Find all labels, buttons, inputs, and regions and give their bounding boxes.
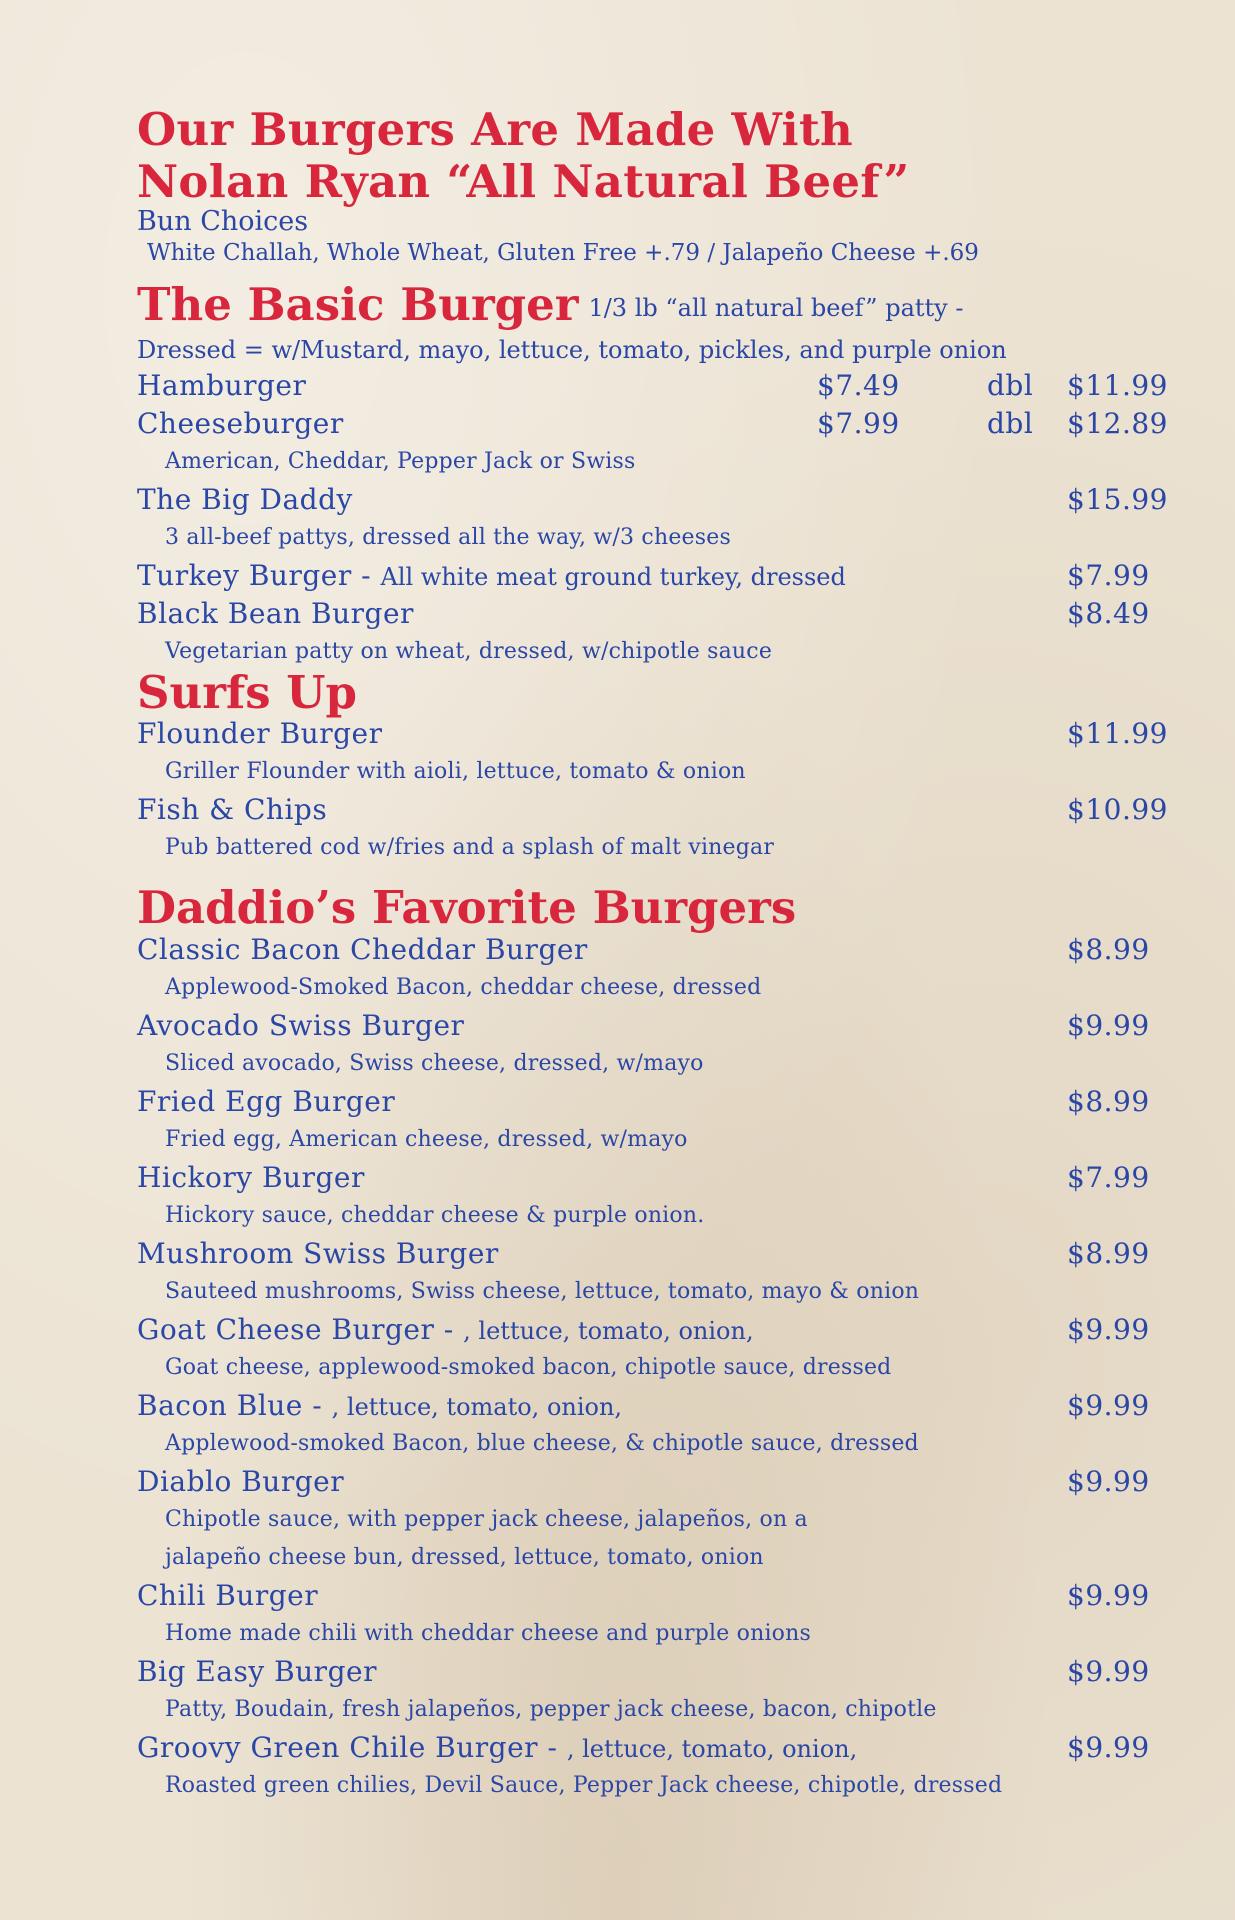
menu-item bbox=[137, 1387, 1177, 1425]
item-price: $9.99 bbox=[1067, 1389, 1150, 1422]
item-price: $7.99 bbox=[1067, 1161, 1150, 1194]
item-name: Avocado Swiss Burger bbox=[137, 1009, 465, 1042]
item-name: Big Easy Burger bbox=[137, 1655, 377, 1688]
item-description: Sliced avocado, Swiss cheese, dressed, w/mayo bbox=[165, 1051, 704, 1076]
item-description: Roasted green chilies, Devil Sauce, Pepper Jack cheese, chipotle, dressed bbox=[165, 1773, 1003, 1798]
item-name: Flounder Burger bbox=[137, 717, 383, 750]
dbl-label: dbl bbox=[987, 369, 1034, 402]
item-name-group bbox=[137, 1387, 1067, 1426]
item-description: Fried egg, American cheese, dressed, w/mayo bbox=[165, 1127, 688, 1152]
menu-item bbox=[137, 931, 1177, 969]
item-name: Fried Egg Burger bbox=[137, 1085, 396, 1118]
item-name-group bbox=[137, 557, 1067, 596]
item-name-group bbox=[137, 1311, 1067, 1350]
item-name: Mushroom Swiss Burger bbox=[137, 1237, 499, 1270]
menu-item bbox=[137, 367, 1177, 405]
item-inline-description: All white meat ground turkey, dressed bbox=[380, 563, 846, 591]
bun-choices-options: White Challah, Whole Wheat, Gluten Free +.79 / Jalapeño Cheese +.69 bbox=[147, 240, 979, 266]
item-price: $8.49 bbox=[1067, 597, 1150, 630]
item-price: $8.99 bbox=[1067, 1085, 1150, 1118]
menu-item bbox=[137, 1653, 1177, 1691]
section-basic-burger bbox=[137, 280, 1177, 671]
item-description: Applewood-Smoked Bacon, cheddar cheese, dressed bbox=[165, 975, 762, 1000]
item-description: Home made chili with cheddar cheese and purple onions bbox=[165, 1621, 811, 1646]
menu-item bbox=[137, 481, 1177, 519]
item-description: Goat cheese, applewood-smoked bacon, chipotle sauce, dressed bbox=[165, 1355, 892, 1380]
menu-item bbox=[137, 1159, 1177, 1197]
patty-note: 1/3 lb “all natural beef” patty - bbox=[588, 294, 964, 322]
item-name: Fish & Chips bbox=[137, 793, 328, 826]
dbl-price: $11.99 bbox=[1067, 369, 1168, 402]
section-surfs-up bbox=[137, 666, 1177, 867]
item-name: Turkey Burger - bbox=[137, 559, 381, 592]
headline-line-2: Nolan Ryan “All Natural Beef” bbox=[137, 155, 910, 208]
menu-header bbox=[137, 104, 1177, 270]
section-title bbox=[137, 280, 1177, 333]
item-name: Bacon Blue - bbox=[137, 1389, 332, 1422]
item-price: $9.99 bbox=[1067, 1465, 1150, 1498]
item-name: Goat Cheese Burger - bbox=[137, 1313, 464, 1346]
item-name-group bbox=[137, 1729, 1067, 1768]
menu-item bbox=[137, 405, 1177, 443]
item-inline-description: , lettuce, tomato, onion, bbox=[463, 1317, 754, 1345]
item-name: Cheeseburger bbox=[137, 407, 344, 440]
section-title: Daddio’s Favorite Burgers bbox=[137, 881, 797, 934]
item-description: Hickory sauce, cheddar cheese & purple onion. bbox=[165, 1203, 705, 1228]
menu-item bbox=[137, 557, 1177, 595]
menu-item bbox=[137, 791, 1177, 829]
item-description: Applewood-smoked Bacon, blue cheese, & chipotle sauce, dressed bbox=[165, 1431, 919, 1456]
item-price: $9.99 bbox=[1067, 1313, 1150, 1346]
menu-item bbox=[137, 595, 1177, 633]
item-description: 3 all-beef pattys, dressed all the way, w/3 cheeses bbox=[165, 525, 731, 550]
menu-page bbox=[137, 104, 1177, 1805]
item-name: Hickory Burger bbox=[137, 1161, 365, 1194]
item-price: $7.99 bbox=[1067, 559, 1150, 592]
section-title-text: The Basic Burger bbox=[137, 278, 579, 331]
menu-item bbox=[137, 1463, 1177, 1501]
item-description: Griller Flounder with aioli, lettuce, tomato & onion bbox=[165, 759, 746, 784]
item-price: $9.99 bbox=[1067, 1579, 1150, 1612]
item-price: $10.99 bbox=[1067, 793, 1168, 826]
menu-item bbox=[137, 715, 1177, 753]
item-name: Hamburger bbox=[137, 369, 307, 402]
item-description: American, Cheddar, Pepper Jack or Swiss bbox=[165, 449, 636, 474]
item-inline-description: , lettuce, tomato, onion, bbox=[331, 1393, 623, 1421]
menu-item bbox=[137, 1083, 1177, 1121]
item-price: $9.99 bbox=[1067, 1009, 1150, 1042]
menu-item bbox=[137, 1235, 1177, 1273]
item-name: Chili Burger bbox=[137, 1579, 319, 1612]
item-description: Vegetarian patty on wheat, dressed, w/chipotle sauce bbox=[165, 639, 773, 664]
section-favorite-burgers bbox=[137, 881, 1177, 1805]
headline-line-1: Our Burgers Are Made With bbox=[137, 103, 854, 156]
item-price: $7.49 bbox=[817, 369, 900, 402]
item-price: $7.99 bbox=[817, 407, 900, 440]
section-title: Surfs Up bbox=[137, 666, 357, 719]
item-price: $9.99 bbox=[1067, 1731, 1150, 1764]
bun-choices-label: Bun Choices bbox=[137, 206, 309, 237]
dbl-label: dbl bbox=[987, 407, 1034, 440]
item-name: Diablo Burger bbox=[137, 1465, 345, 1498]
item-price: $15.99 bbox=[1067, 483, 1168, 516]
menu-item bbox=[137, 1311, 1177, 1349]
item-name: The Big Daddy bbox=[137, 483, 353, 516]
item-name: Groovy Green Chile Burger - bbox=[137, 1731, 567, 1764]
menu-item bbox=[137, 1007, 1177, 1045]
item-price: $9.99 bbox=[1067, 1655, 1150, 1688]
item-description: Sauteed mushrooms, Swiss cheese, lettuce, tomato, mayo & onion bbox=[165, 1279, 920, 1304]
item-description: Chipotle sauce, with pepper jack cheese, jalapeños, on a bbox=[165, 1507, 808, 1532]
item-description: Pub battered cod w/fries and a splash of malt vinegar bbox=[165, 835, 775, 860]
dbl-price: $12.89 bbox=[1067, 407, 1168, 440]
item-name: Black Bean Burger bbox=[137, 597, 414, 630]
item-inline-description: , lettuce, tomato, onion, bbox=[566, 1735, 858, 1763]
dressed-definition: Dressed = w/Mustard, mayo, lettuce, tomato, pickles, and purple onion bbox=[137, 336, 1007, 364]
item-price: $8.99 bbox=[1067, 933, 1150, 966]
item-description-continued: jalapeño cheese bun, dressed, lettuce, tomato, onion bbox=[165, 1545, 764, 1570]
item-description: Patty, Boudain, fresh jalapeños, pepper jack cheese, bacon, chipotle bbox=[165, 1697, 937, 1722]
item-price: $11.99 bbox=[1067, 717, 1168, 750]
menu-item bbox=[137, 1729, 1177, 1767]
item-name: Classic Bacon Cheddar Burger bbox=[137, 933, 588, 966]
menu-item bbox=[137, 1577, 1177, 1615]
item-price: $8.99 bbox=[1067, 1237, 1150, 1270]
